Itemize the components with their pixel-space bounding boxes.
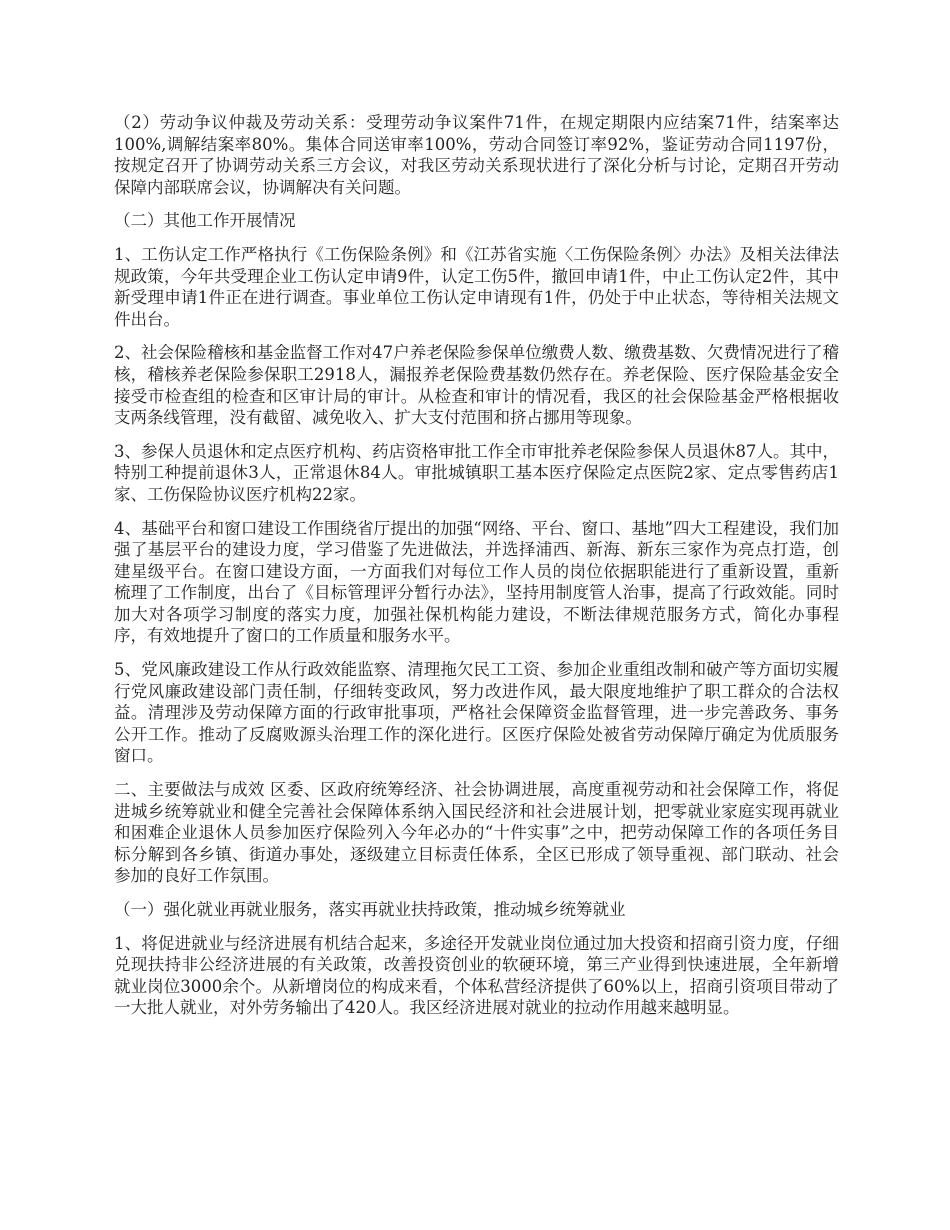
- paragraph-employment-promotion: 1、将促进就业与经济进展有机结合起来，多途径开发就业岗位通过加大投资和招商引资力度，仔细兑现扶持非公经济进展的有关政策，改善投资创业的软硬环境，第三产业得到快速进展，全年新增就业岗位3000余个。从新增岗位的构成来看，个体私营经济提供了60%以上，招商引资项目带动了一大批人就业，对外劳务输出了420人。我区经济进展对就业的拉动作用越来越明显。: [114, 933, 839, 1018]
- paragraph-work-injury-determination: 1、工伤认定工作严格执行《工伤保险条例》和《江苏省实施〈工伤保险条例〉办法》及相关法律法规政策，今年共受理企业工伤认定申请9件，认定工伤5件，撤回申请1件，中止工伤认定2件，其中新受理申请1件正在进行调查。事业单位工伤认定申请现有1件，仍处于中止状态，等待相关法规文件出台。: [114, 244, 839, 329]
- paragraph-party-integrity-construction: 5、党风廉政建设工作从行政效能监察、清理拖欠民工工资、参加企业重组改制和破产等方面切实履行党风廉政建设部门责任制，仔细转变政风，努力改进作风，最大限度地维护了职工群众的合法权益。清理涉及劳动保障方面的行政审批事项，严格社会保障资金监督管理，进一步完善政务、事务公开工作。推动了反腐败源头治理工作的深化进行。区医疗保险处被省劳动保障厅确定为优质服务窗口。: [114, 660, 839, 766]
- document-page: [114, 112, 839, 1031]
- paragraph-main-practices-results: 二、主要做法与成效 区委、区政府统筹经济、社会协调进展，高度重视劳动和社会保障工作，将促进城乡统筹就业和健全完善社会保障体系纳入国民经济和社会进展计划，把零就业家庭实现再就业和困难企业退休人员参加医疗保险列入今年必办的“十件实事”之中，把劳动保障工作的各项任务目标分解到各乡镇、街道办事处，逐级建立目标责任体系，全区已形成了领导重视、部门联动、社会参加的良好工作氛围。: [114, 780, 839, 886]
- paragraph-social-insurance-audit: 2、社会保险稽核和基金监督工作对47户养老保险参保单位缴费人数、缴费基数、欠费情况进行了稽核，稽核养老保险参保职工2918人，漏报养老保险费基数仍然存在。养老保险、医疗保险基金安全接受市检查组的检查和区审计局的审计。从检查和审计的情况看，我区的社会保险基金严格根据收支两条线管理，没有截留、减免收入、扩大支付范围和挤占挪用等现象。: [114, 343, 839, 428]
- paragraph-platform-window-construction: 4、基础平台和窗口建设工作围绕省厅提出的加强“网络、平台、窗口、基地”四大工程建设，我们加强了基层平台的建设力度，学习借鉴了先进做法，并选择浦西、新海、新东三家作为亮点打造，创建星级平台。在窗口建设方面，一方面我们对每位工作人员的岗位依据职能进行了重新设置，重新梳理了工作制度，出台了《目标管理评分暂行办法》，坚持用制度管人治事，提高了行政效能。同时加大对各项学习制度的落实力度，加强社保机构能力建设，不断法律规范服务方式，简化办事程序，有效地提升了窗口的工作质量和服务水平。: [114, 518, 839, 646]
- paragraph-retirement-approval: 3、参保人员退休和定点医疗机构、药店资格审批工作全市审批养老保险参保人员退休87人。其中，特别工种提前退休3人，正常退休84人。审批城镇职工基本医疗保险定点医院2家、定点零售药店1家、工伤保险协议医疗机构22家。: [114, 441, 839, 504]
- section-heading-other-work: （二）其他工作开展情况: [114, 211, 296, 231]
- section-heading-employment-services: （一）强化就业再就业服务，落实再就业扶持政策，推动城乡统筹就业: [114, 900, 626, 919]
- paragraph-labor-dispute-arbitration: （2）劳动争议仲裁及劳动关系：受理劳动争议案件71件，在规定期限内应结案71件，结案率达100%,调解结案率80%。集体合同送审率100%，劳动合同签订率92%，鉴证劳动合同1197份，按规定召开了协调劳动关系三方会议，对我区劳动关系现状进行了深化分析与讨论，定期召开劳动保障内部联席会议，协调解决有关问题。: [114, 113, 839, 197]
